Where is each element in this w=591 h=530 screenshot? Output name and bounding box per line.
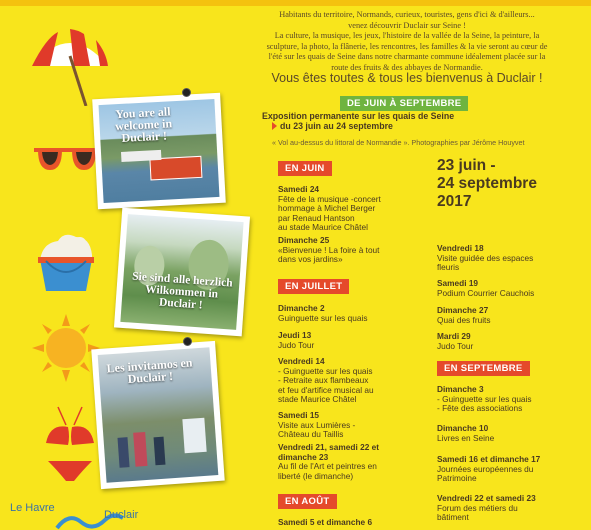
expo-credit: « Vol au-dessus du littoral de Normandie ». Photographies par Jérôme Houyvet <box>272 138 525 147</box>
event-date: Vendredi 14 <box>278 356 325 366</box>
event-desc: Visite guidée des espaces <box>437 252 534 263</box>
event-desc: liberté (le dimanche) <box>278 470 354 481</box>
event-desc: hommage à Michel Berger <box>278 203 376 214</box>
photo-card-german <box>114 208 250 337</box>
event-desc: Guinguette sur les quais <box>278 312 368 323</box>
event-item <box>437 385 587 414</box>
big-date-line: 2017 <box>437 193 472 210</box>
event-desc: Forum des métiers du <box>437 502 518 513</box>
top-band <box>0 0 591 6</box>
event-desc: et feu d'artifice musical au <box>278 384 374 395</box>
event-desc: Journées européennes du <box>437 463 534 474</box>
beach-umbrella-icon <box>28 26 112 106</box>
event-date: Dimanche 25 <box>278 235 330 245</box>
event-item <box>437 244 587 273</box>
event-item <box>437 332 587 351</box>
event-desc: Podium Courrier Cauchois <box>437 287 535 298</box>
event-date: Vendredi 18 <box>437 243 484 253</box>
month-header-septembre: EN SEPTEMBRE <box>437 361 530 376</box>
event-desc: Judo Tour <box>437 340 474 351</box>
event-desc: Livres en Seine <box>437 432 495 443</box>
event-desc: bâtiment <box>437 512 469 523</box>
event-desc: - Fête des associations <box>437 403 523 414</box>
intro-line: l'été sur les quais de Seine dans notre charmante commune idéalement placée sur la <box>268 52 546 62</box>
event-date: Dimanche 2 <box>278 303 325 313</box>
event-item <box>278 411 433 440</box>
event-item <box>278 357 433 405</box>
big-date-line: 24 septembre <box>437 175 537 192</box>
event-desc: - Guinguette sur les quais <box>278 365 373 376</box>
event-date: dimanche 23 <box>278 451 329 462</box>
event-date: Samedi 16 et dimanche 17 <box>437 454 541 464</box>
event-desc: par Renaud Hantson <box>278 212 355 223</box>
expo-dates <box>272 121 512 131</box>
event-desc: Au fil de l'Art et peintres en <box>278 461 377 472</box>
event-item <box>437 279 587 298</box>
event-item <box>437 494 587 523</box>
intro-line: sculpture, la photo, la flânerie, les rencontres, les familles & la vie seront au cœur de <box>266 41 548 51</box>
push-pin <box>182 88 191 97</box>
intro-line: La culture, la musique, les jeux, l'histoire de la vallée de la Seine, la peinture, la <box>274 31 540 41</box>
bikini-icon <box>40 405 100 485</box>
photo-card-english <box>92 93 226 210</box>
event-item <box>278 185 433 233</box>
event-date: Dimanche 3 <box>437 384 484 394</box>
sun-icon <box>30 312 102 384</box>
month-header-juin: EN JUIN <box>278 161 332 176</box>
event-desc: au stade Maurice Châtel <box>278 222 368 233</box>
event-desc: Visite aux Lumières - <box>278 419 356 430</box>
map-label-duclair: Duclair <box>104 509 139 521</box>
photo-card-spanish <box>91 341 224 489</box>
event-date: Vendredi 22 et samedi 23 <box>437 493 536 503</box>
intro-line: route des fruits & des abbayes de Normandie. <box>331 62 483 72</box>
event-date: Mardi 29 <box>437 331 471 341</box>
welcome-heading: Vous êtes toutes & tous les bienvenus à Duclair ! <box>271 71 543 85</box>
event-item <box>437 424 587 443</box>
event-desc: dans vos jardins» <box>278 254 343 265</box>
event-desc: Fête de la musique -concert <box>278 193 381 204</box>
card-caption-english: You are all welcome in Duclair ! <box>114 104 173 145</box>
event-desc: «Bienvenue ! La foire à tout <box>278 244 380 255</box>
event-item <box>437 306 587 325</box>
event-desc: Château du Taillis <box>278 429 344 440</box>
sand-bucket-icon <box>36 225 96 295</box>
event-desc: - Guinguette sur les quais <box>437 393 532 404</box>
intro-line: venez découvrir Duclair sur Seine ! <box>348 20 466 30</box>
event-desc: Quai des fruits <box>437 314 491 325</box>
event-desc: - Retraite aux flambeaux <box>278 375 369 386</box>
event-desc: stade Maurice Châtel <box>278 394 357 405</box>
event-date: Samedi 19 <box>437 278 479 288</box>
map-label-le-havre: Le Havre <box>10 502 55 514</box>
event-desc: Patrimoine <box>437 473 477 484</box>
push-pin <box>183 337 192 346</box>
expo-title: Exposition permanente sur les quais de Seine <box>262 111 455 121</box>
event-item <box>437 455 587 484</box>
event-item <box>278 304 433 323</box>
month-header-aout: EN AOÛT <box>278 494 337 509</box>
event-item <box>278 518 433 528</box>
card-caption-german: Sie sind alle herzlich Wilkommen in Duclair ! <box>131 270 234 312</box>
exposition-block <box>262 111 512 131</box>
event-item <box>278 331 433 350</box>
intro-text <box>248 10 566 74</box>
event-date: Dimanche 10 <box>437 423 489 433</box>
event-date: Dimanche 27 <box>437 305 489 315</box>
event-date: Samedi 5 et dimanche 6 <box>278 517 373 527</box>
intro-line: Habitants du territoire, Normands, curieux, touristes, gens d'ici & d'ailleurs... <box>279 10 535 19</box>
expo-dates-text: du 23 juin au 24 septembre <box>280 121 393 131</box>
event-date: Samedi 15 <box>278 410 320 420</box>
event-desc: Judo Tour <box>278 339 315 350</box>
card-caption-spanish: Les invitamos en Duclair ! <box>106 355 193 387</box>
event-desc: fleuris <box>437 262 460 273</box>
bullet-arrow-icon <box>272 122 277 130</box>
big-date-line: 23 juin - <box>437 157 496 174</box>
event-item <box>278 236 433 265</box>
big-date <box>437 157 557 211</box>
month-header-juillet: EN JUILLET <box>278 279 349 294</box>
season-header: DE JUIN À SEPTEMBRE <box>340 96 468 111</box>
sunglasses-icon <box>32 140 102 176</box>
event-date: Vendredi 21, samedi 22 et <box>278 442 379 452</box>
event-date: Jeudi 13 <box>278 330 312 340</box>
event-date: Samedi 24 <box>278 184 320 194</box>
event-item <box>278 443 433 481</box>
